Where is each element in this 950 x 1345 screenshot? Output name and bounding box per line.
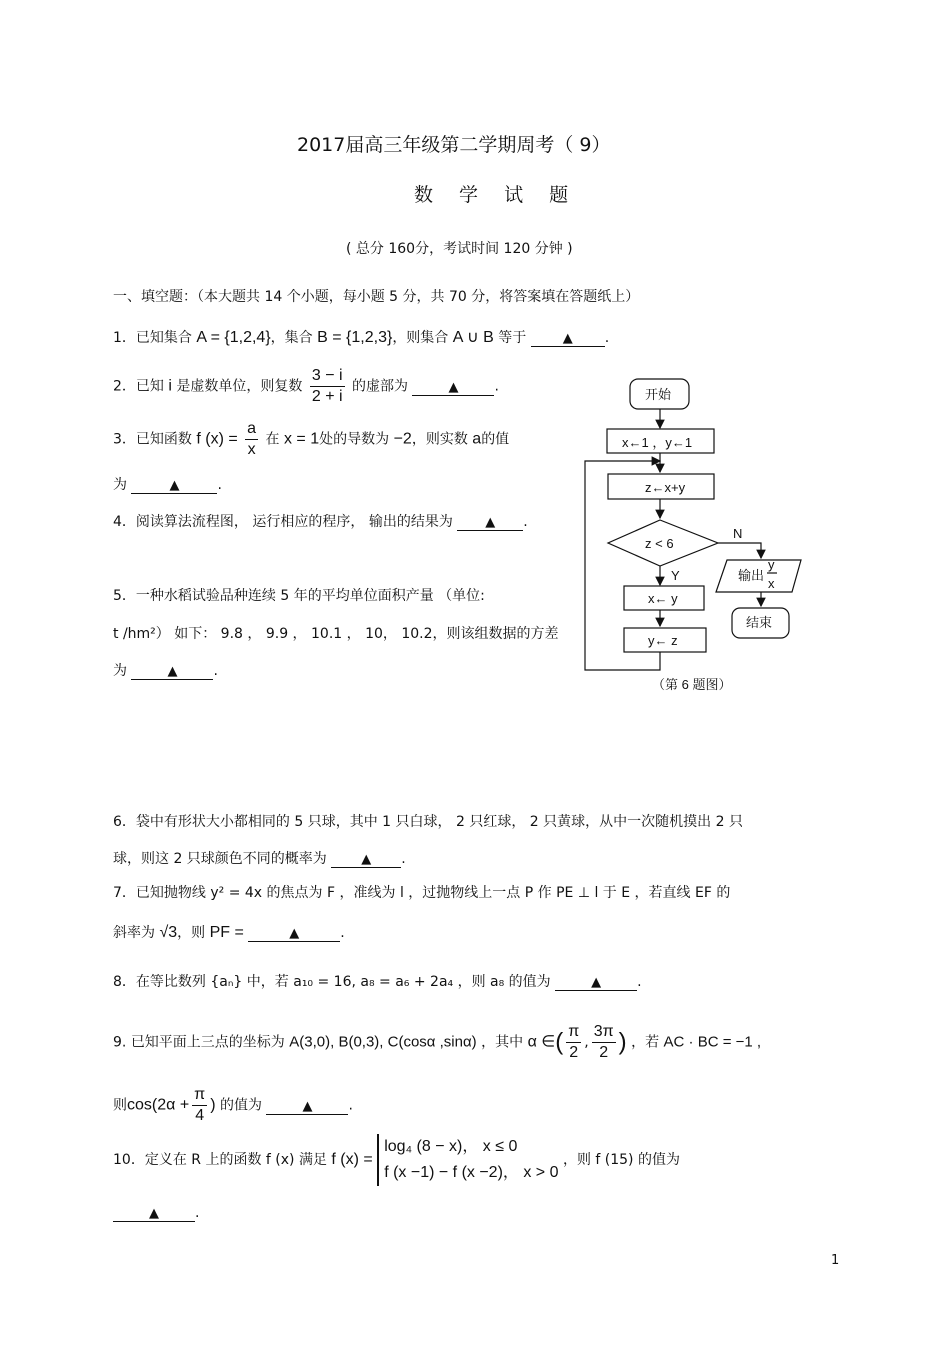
q9-interval-right [592, 1022, 616, 1063]
question-5-cont: 为 ▲ . [113, 663, 218, 679]
answer-mark-icon: ▲ [302, 1098, 313, 1114]
q7-line1: 已知抛物线 y² = 4x 的焦点为 F ，准线为 l ，过抛物线上一点 P 作 PE ⊥ l 于 E ，若直线 EF 的 [135, 885, 731, 901]
question-6 [113, 811, 743, 831]
q9-text1: 已知平面上三点的坐标为 [130, 1034, 285, 1051]
q9-interval-left [566, 1022, 581, 1063]
q9-iv-right-num: 3π [592, 1022, 616, 1043]
q10-text1: 定义在 R 上的函数 f (x) 满足 [144, 1152, 327, 1168]
q10-case1: log₄ (8 − x)， x ≤ 0 [384, 1138, 518, 1155]
flow-output-denominator: x [768, 576, 775, 591]
question-9: 9. 已知平面上三点的坐标为 A(3,0), B(0,3), C(cosα ,sinα) ，其中 α ∈( $\frac{\pi}{2}$ , $\frac{3\pi}{2}$ ) ，若 AC · BC = −1 , [113, 1023, 762, 1061]
q3-text2: 在 [265, 431, 280, 448]
q9-alpha: α ∈ [527, 1033, 556, 1051]
q7-sqrt3: √3 [159, 924, 178, 941]
flow-yes-label: Y [671, 568, 680, 583]
answer-mark-icon: ▲ [289, 926, 300, 941]
q8-answer-blank[interactable] [555, 974, 637, 991]
q3-x1: x = 1 [283, 430, 320, 448]
q2-text1: 已知 [135, 378, 164, 395]
q9-iv-right-den: 2 [599, 1044, 609, 1061]
q3-text5: 的值 [481, 431, 510, 448]
q10-fx: f (x) = [331, 1151, 373, 1168]
q9-cos: cos(2α + [127, 1096, 190, 1114]
q4-answer-blank[interactable] [457, 514, 523, 531]
section-heading: 一、填空题：（本大题共 14 个小题，每小题 5 分，共 70 分，将答案填在答题纸上） [113, 289, 640, 305]
q5-line2: t /hm²） 如下： 9.8 ， 9.9 ， 10.1 ， 10， 10.2，则该组数据的方差 [113, 626, 559, 642]
question-3-cont: 为 ▲ . [113, 477, 222, 493]
q2-denominator: 2 + i [311, 388, 343, 405]
q9-text2: ，其中 [481, 1034, 524, 1051]
flow-assign1-label: x← y [648, 591, 678, 606]
q3-value: −2 [393, 430, 412, 448]
answer-mark-icon: ▲ [448, 379, 459, 395]
q9-pi-fraction [192, 1085, 207, 1126]
q6-line1: 袋中有形状大小都相同的 5 只球，其中 1 只白球， 2 只红球， 2 只黄球，从中一次随机摸出 2 只 [135, 814, 743, 830]
page-title: 2017届高三年级第二学期周考（ 9） [297, 134, 611, 156]
question-9-cont: 则cos(2α + $\frac{\pi}{4}$ ) 的值为 ▲ . [113, 1086, 353, 1124]
q9-dot: AC · BC = −1 , [663, 1033, 762, 1051]
question-6-cont: 球，则这 2 只球颜色不同的概率为 ▲ . [113, 851, 406, 867]
q8-number: 8． [113, 974, 136, 990]
answer-mark-icon: ▲ [485, 515, 496, 530]
q7-pf: PF = [209, 924, 244, 941]
q7-text1: 斜率为 [113, 925, 155, 941]
q10-number: 10． [113, 1152, 145, 1168]
question-7 [113, 882, 730, 902]
flow-start-label: 开始 [645, 387, 672, 402]
q3-fx: f (x) = [196, 430, 238, 448]
q2-answer-blank[interactable] [412, 379, 494, 396]
page-number: 1 [831, 1253, 840, 1268]
q3-a: a [472, 430, 482, 448]
q9-iv-left-den: 2 [569, 1044, 579, 1061]
q2-numerator: 3 − i [310, 366, 345, 387]
q10-piecewise [377, 1134, 558, 1186]
q1-text3: ，则集合 [392, 330, 449, 346]
q7-number: 7． [113, 885, 136, 901]
q2-number: 2． [113, 378, 136, 395]
q3-denominator: x [247, 441, 256, 458]
q8-text: 在等比数列 {aₙ} 中，若 a₁₀ = 16, a₈ = a₆ + 2a₄ ，则 a₈ 的值为 [135, 974, 551, 990]
question-5 [113, 585, 485, 605]
q3-fraction [245, 419, 258, 460]
q3-text1: 已知函数 [135, 431, 192, 448]
question-3 [113, 419, 509, 460]
q9-number: 9. [113, 1034, 127, 1051]
q9-text4: 则 [113, 1097, 127, 1114]
q2-fraction [310, 366, 345, 407]
q3-numerator: a [245, 419, 258, 440]
q9-text3: ，若 [631, 1034, 660, 1051]
q7-answer-blank[interactable] [248, 925, 340, 942]
flow-output-label: 输出 [738, 568, 765, 583]
q1-text1: 已知集合 [135, 330, 192, 346]
q1-answer-blank[interactable] [531, 330, 605, 347]
page-subtitle: 数 学 试 题 [414, 184, 579, 206]
q9-pi-num: π [192, 1085, 207, 1106]
q6-answer-blank[interactable] [331, 851, 401, 868]
answer-mark-icon: ▲ [562, 331, 573, 346]
q3-text3: 处的导数为 [319, 431, 390, 448]
q3-number: 3． [113, 431, 136, 448]
q1-text4: 等于 [498, 330, 527, 346]
q9-close-paren: ) [210, 1096, 216, 1114]
q4-text: 阅读算法流程图， 运行相应的程序， 输出的结果为 [135, 514, 453, 530]
answer-mark-icon: ▲ [149, 1206, 159, 1221]
question-8: 8．在等比数列 {aₙ} 中，若 a₁₀ = 16, a₈ = a₆ + 2a₄ ，则 a₈ 的值为 ▲ . [113, 974, 642, 990]
q1-text2: ，集合 [270, 330, 313, 346]
q3-answer-blank[interactable] [131, 477, 217, 494]
exam-info: ( 总分 160分，考试时间 120 分钟 ) [346, 241, 573, 257]
q1-union: A ∪ B [452, 329, 494, 346]
flow-step-label: z←x+y [645, 480, 686, 495]
flow-caption: （第 6 题图） [652, 677, 732, 692]
q10-case2: f (x −1) − f (x −2)， x > 0 [384, 1164, 559, 1181]
question-10 [113, 1134, 680, 1186]
q5-number: 5． [113, 588, 136, 604]
flow-condition-label: z < 6 [645, 536, 674, 551]
q9-answer-blank[interactable] [266, 1098, 348, 1115]
q1-number: 1． [113, 330, 136, 346]
answer-mark-icon: ▲ [361, 852, 372, 867]
q6-line2: 球，则这 2 只球颜色不同的概率为 [113, 851, 327, 867]
q6-number: 6． [113, 814, 136, 830]
q9-points: A(3,0), B(0,3), C(cosα ,sinα) [289, 1033, 477, 1051]
flow-init-label: x←1 ，y←1 [622, 435, 693, 450]
flow-end-label: 结束 [746, 615, 773, 630]
q3-text4: ，则实数 [411, 431, 468, 448]
q2-text3: 的虚部为 [351, 378, 408, 395]
flow-output-numerator: y [768, 557, 775, 572]
answer-mark-icon: ▲ [167, 664, 178, 679]
q7-text2: ，则 [177, 925, 206, 941]
q2-i: i [168, 377, 172, 395]
answer-mark-icon: ▲ [591, 975, 602, 990]
q10-answer-blank[interactable] [113, 1205, 195, 1222]
q5-line3: 为 [113, 663, 127, 679]
question-2: 2．已知 i 是虚数单位，则复数 $\frac{3 - i}{2 + i}$ 的虚部为 ▲ . [113, 367, 499, 405]
q1-setB: B = {1,2,3} [317, 329, 393, 346]
question-10-cont: ▲ . [113, 1205, 199, 1222]
q10-text2: ，则 f (15) 的值为 [562, 1152, 680, 1168]
question-7-cont: 斜率为 √3，则 PF = ▲ . [113, 924, 345, 941]
q9-text5: 的值为 [220, 1097, 262, 1114]
flow-no-label: N [733, 526, 743, 541]
question-4: 4．阅读算法流程图， 运行相应的程序， 输出的结果为 ▲ . [113, 514, 528, 530]
q3-text6: 为 [113, 477, 127, 493]
q9-pi-den: 4 [195, 1107, 205, 1124]
q1-setA: A = {1,2,4} [196, 329, 271, 346]
flowchart-diagram [570, 372, 815, 697]
q5-answer-blank[interactable] [131, 663, 213, 680]
answer-mark-icon: ▲ [169, 478, 180, 493]
q5-line1: 一种水稻试验品种连续 5 年的平均单位面积产量 （单位: [135, 588, 485, 604]
q4-number: 4． [113, 514, 136, 530]
q9-iv-left-num: π [566, 1022, 581, 1043]
flow-assign2-label: y← z [648, 633, 678, 648]
question-1: 1．已知集合 A = {1,2,4}，集合 B = {1,2,3}，则集合 A ∪ B 等于 ▲ . [113, 329, 610, 346]
q2-text2: 是虚数单位，则复数 [176, 378, 303, 395]
